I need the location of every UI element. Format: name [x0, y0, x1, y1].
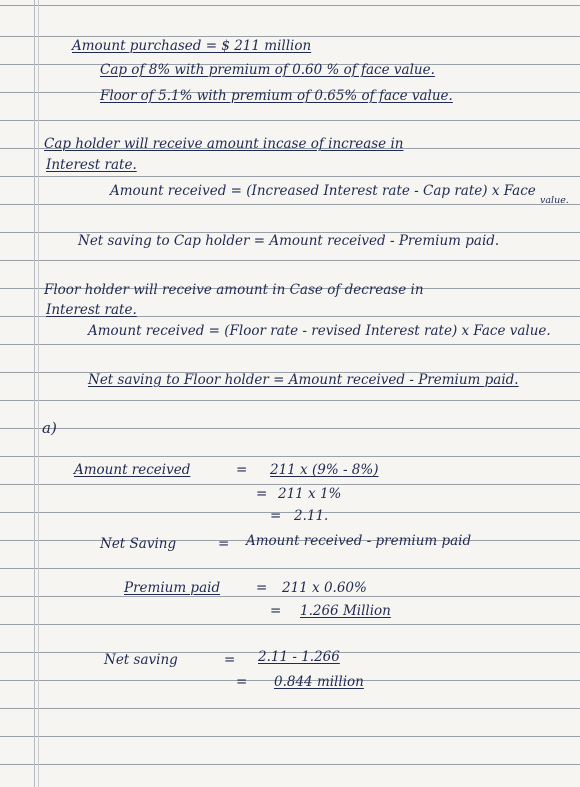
equals-sign: = [236, 462, 248, 478]
cap-net-saving-line: Net saving to Cap holder = Amount received - Premium paid. [78, 233, 500, 249]
floor-holder-line: Floor holder will receive amount in Case of decrease in [44, 282, 424, 298]
net-saving-formula: Amount received - premium paid [246, 533, 472, 549]
calc-step-3: 2.11. [294, 508, 329, 524]
equals-sign: = [236, 674, 248, 690]
equals-sign: = [270, 508, 282, 524]
premium-paid-label: Premium paid [124, 580, 221, 596]
floor-net-saving-line: Net saving to Floor holder = Amount received - Premium paid. [88, 372, 519, 388]
premium-result: 1.266 Million [300, 603, 391, 619]
calc-step-1: 211 x (9% - 8%) [270, 462, 379, 478]
cap-formula-value: value. [540, 195, 569, 206]
floor-interest-rate-line: Interest rate. [46, 302, 137, 318]
cap-amount-received-formula: Amount received = (Increased Interest rate - Cap rate) x Face [110, 183, 536, 199]
equals-sign: = [218, 536, 230, 552]
equals-sign: = [256, 486, 268, 502]
amount-purchased-line: Amount purchased = $ 211 million [72, 38, 312, 54]
net-saving-calc: 2.11 - 1.266 [258, 649, 340, 665]
cap-premium-line: Cap of 8% with premium of 0.60 % of face value. [100, 62, 435, 78]
margin-line [34, 0, 35, 787]
equals-sign: = [256, 580, 268, 596]
premium-calc: 211 x 0.60% [282, 580, 367, 596]
equals-sign: = [224, 652, 236, 668]
floor-premium-line: Floor of 5.1% with premium of 0.65% of face value. [100, 88, 453, 104]
net-saving-label: Net Saving [100, 536, 177, 552]
cap-interest-rate-line: Interest rate. [46, 157, 137, 173]
part-a-label: a) [42, 419, 57, 437]
amount-received-label: Amount received [74, 462, 191, 478]
net-saving-label-2: Net saving [104, 652, 178, 668]
cap-holder-line: Cap holder will receive amount incase of increase in [44, 136, 404, 152]
net-saving-result: 0.844 million [274, 674, 364, 690]
floor-amount-received-formula: Amount received = (Floor rate - revised Interest rate) x Face value. [88, 323, 551, 339]
margin-line-inner [38, 0, 39, 787]
equals-sign: = [270, 603, 282, 619]
calc-step-2: 211 x 1% [278, 486, 342, 502]
